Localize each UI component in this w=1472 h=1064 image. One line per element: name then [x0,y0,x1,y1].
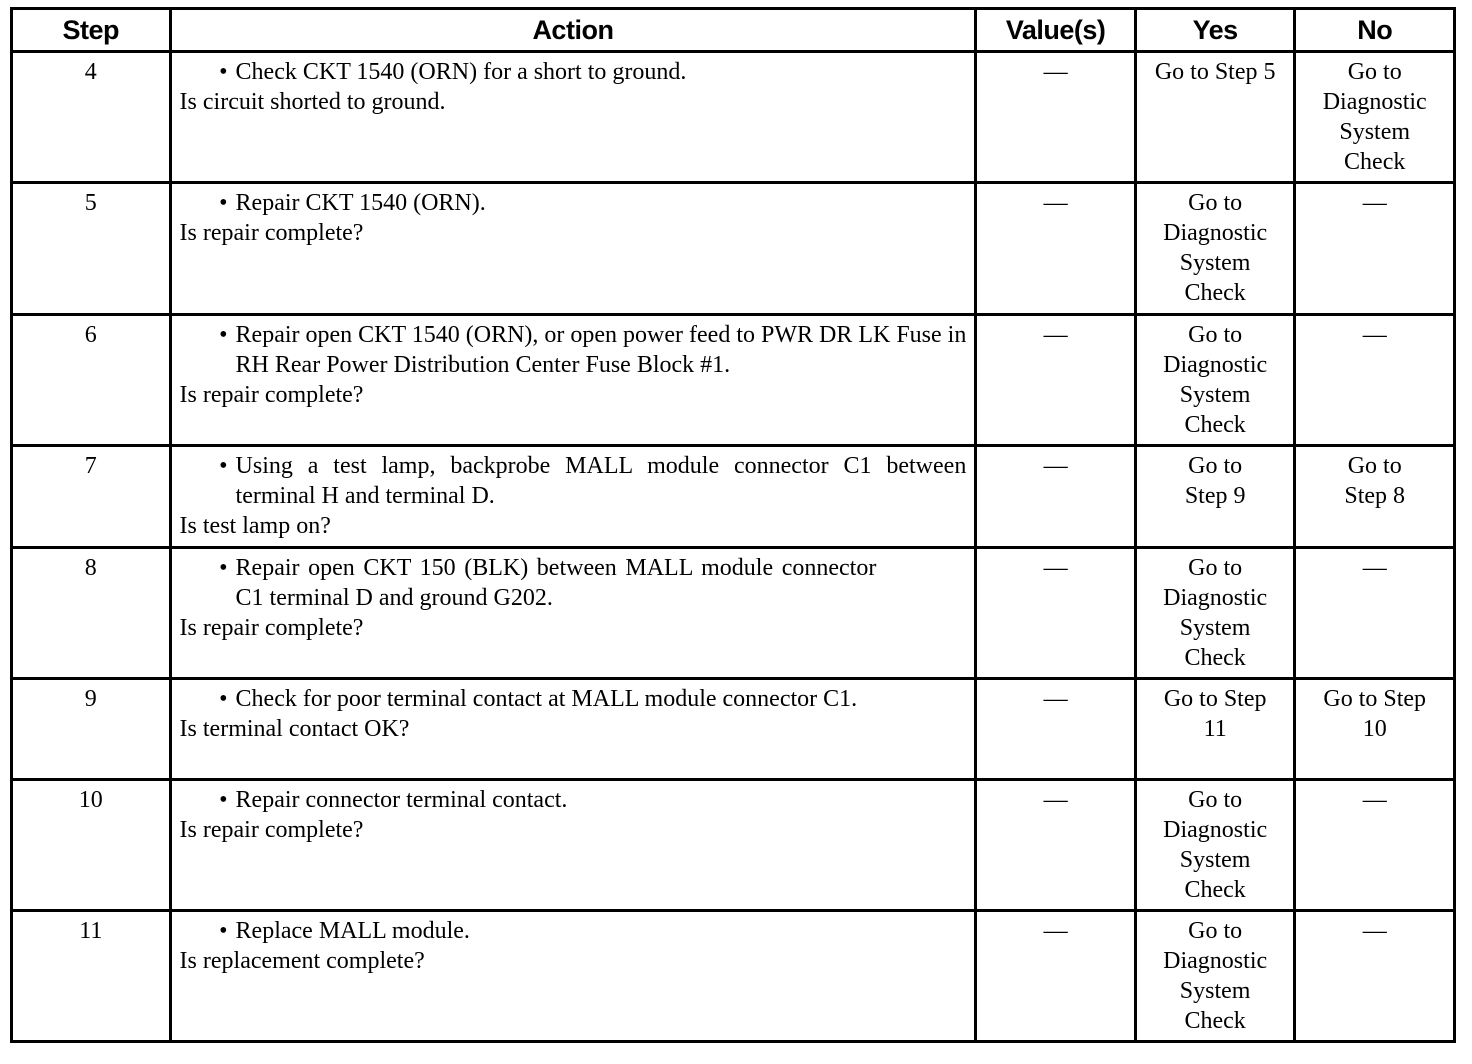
no-cell [1295,446,1455,548]
yes-text: Go to Diagnostic System Check [1163,787,1268,903]
action-cell [170,446,976,548]
action-cell [170,780,976,911]
bullet-icon: • [219,453,228,479]
yes-cell [1135,548,1295,679]
table-row [12,315,1455,446]
action-instruction [180,57,967,87]
step-number: 7 [12,446,171,548]
yes-cell [1135,679,1295,780]
bullet-icon: • [219,686,228,712]
action-instruction [180,188,967,218]
yes-text: Go to Diagnostic System Check [1163,918,1268,1034]
yes-text: Go to Diagnostic System Check [1163,555,1268,671]
action-bullet-text: Repair connector terminal contact. [235,787,568,813]
action-cell [170,183,976,315]
value-cell: — [976,315,1136,446]
no-cell [1295,679,1455,780]
bullet-icon: • [219,787,228,813]
no-cell: — [1295,548,1455,679]
action-bullet-text: Check CKT 1540 (ORN) for a short to ground. [235,59,687,85]
no-cell: — [1295,780,1455,911]
no-cell: — [1295,911,1455,1042]
header-no: No [1295,9,1455,52]
step-number: 10 [12,780,171,911]
action-cell [170,679,976,780]
table-row [12,52,1455,183]
action-question: Is replacement complete? [179,948,425,974]
action-question: Is repair complete? [179,615,364,641]
table-row [12,679,1455,780]
action-bullet-text: Replace MALL module. [235,918,470,944]
yes-text: Go to Diagnostic System Check [1163,322,1268,438]
step-number: 8 [12,548,171,679]
action-question: Is circuit shorted to ground. [179,89,446,115]
action-bullet-text: Using a test lamp, backprobe MALL module connector C1 between terminal H and terminal D. [235,453,967,509]
action-bullet-text: Repair open CKT 1540 (ORN), or open power feed to PWR DR LK Fuse in RH Rear Power Distribution Center Fuse Block #1. [235,322,967,378]
bullet-icon: • [219,322,228,348]
yes-cell [1135,315,1295,446]
header-step: Step [12,9,171,52]
action-instruction [180,320,967,380]
action-cell [170,315,976,446]
action-question: Is repair complete? [179,817,364,843]
table-row [12,446,1455,548]
yes-cell [1135,446,1295,548]
table-row [12,780,1455,911]
no-cell [1295,52,1455,183]
header-yes: Yes [1135,9,1295,52]
no-text: Go to Diagnostic System Check [1322,59,1427,175]
yes-text: Go to Diagnostic System Check [1163,190,1268,306]
no-cell: — [1295,183,1455,315]
action-instruction [180,785,967,815]
value-cell: — [976,183,1136,315]
action-instruction [180,916,967,946]
bullet-icon: • [219,555,228,581]
yes-cell [1135,780,1295,911]
action-cell [170,52,976,183]
yes-text: Go to Step 9 [1184,453,1246,509]
bullet-icon: • [219,190,228,216]
value-cell: — [976,679,1136,780]
table-row [12,183,1455,315]
bullet-icon: • [219,59,228,85]
header-action: Action [170,9,976,52]
value-cell: — [976,548,1136,679]
step-number: 5 [12,183,171,315]
value-cell: — [976,780,1136,911]
value-cell: — [976,911,1136,1042]
step-number: 4 [12,52,171,183]
header-values: Value(s) [976,9,1136,52]
bullet-icon: • [219,918,228,944]
action-question: Is repair complete? [179,382,364,408]
step-number: 9 [12,679,171,780]
action-bullet-text: Repair CKT 1540 (ORN). [235,190,486,216]
yes-text: Go to Step 5 [1154,59,1276,85]
yes-text: Go to Step 11 [1163,686,1267,742]
action-question: Is terminal contact OK? [179,716,410,742]
action-bullet-text: Check for poor terminal contact at MALL module connector C1. [235,686,858,712]
yes-cell [1135,911,1295,1042]
no-cell: — [1295,315,1455,446]
yes-cell [1135,52,1295,183]
action-question: Is repair complete? [179,220,364,246]
step-number: 6 [12,315,171,446]
action-question: Is test lamp on? [179,513,331,539]
action-instruction [180,451,967,511]
yes-cell [1135,183,1295,315]
table-header-row [12,9,1455,52]
action-instruction [180,553,967,613]
table-row [12,548,1455,679]
diagnostic-table [10,7,1456,1043]
action-cell [170,911,976,1042]
action-cell [170,548,976,679]
action-bullet-text: Repair open CKT 150 (BLK) between MALL module connector C1 terminal D and ground G202. [235,555,877,611]
value-cell: — [976,446,1136,548]
step-number: 11 [12,911,171,1042]
action-instruction [180,684,967,714]
table-row [12,911,1455,1042]
no-text: Go to Step 10 [1323,686,1427,742]
value-cell: — [976,52,1136,183]
no-text: Go to Step 8 [1344,453,1406,509]
